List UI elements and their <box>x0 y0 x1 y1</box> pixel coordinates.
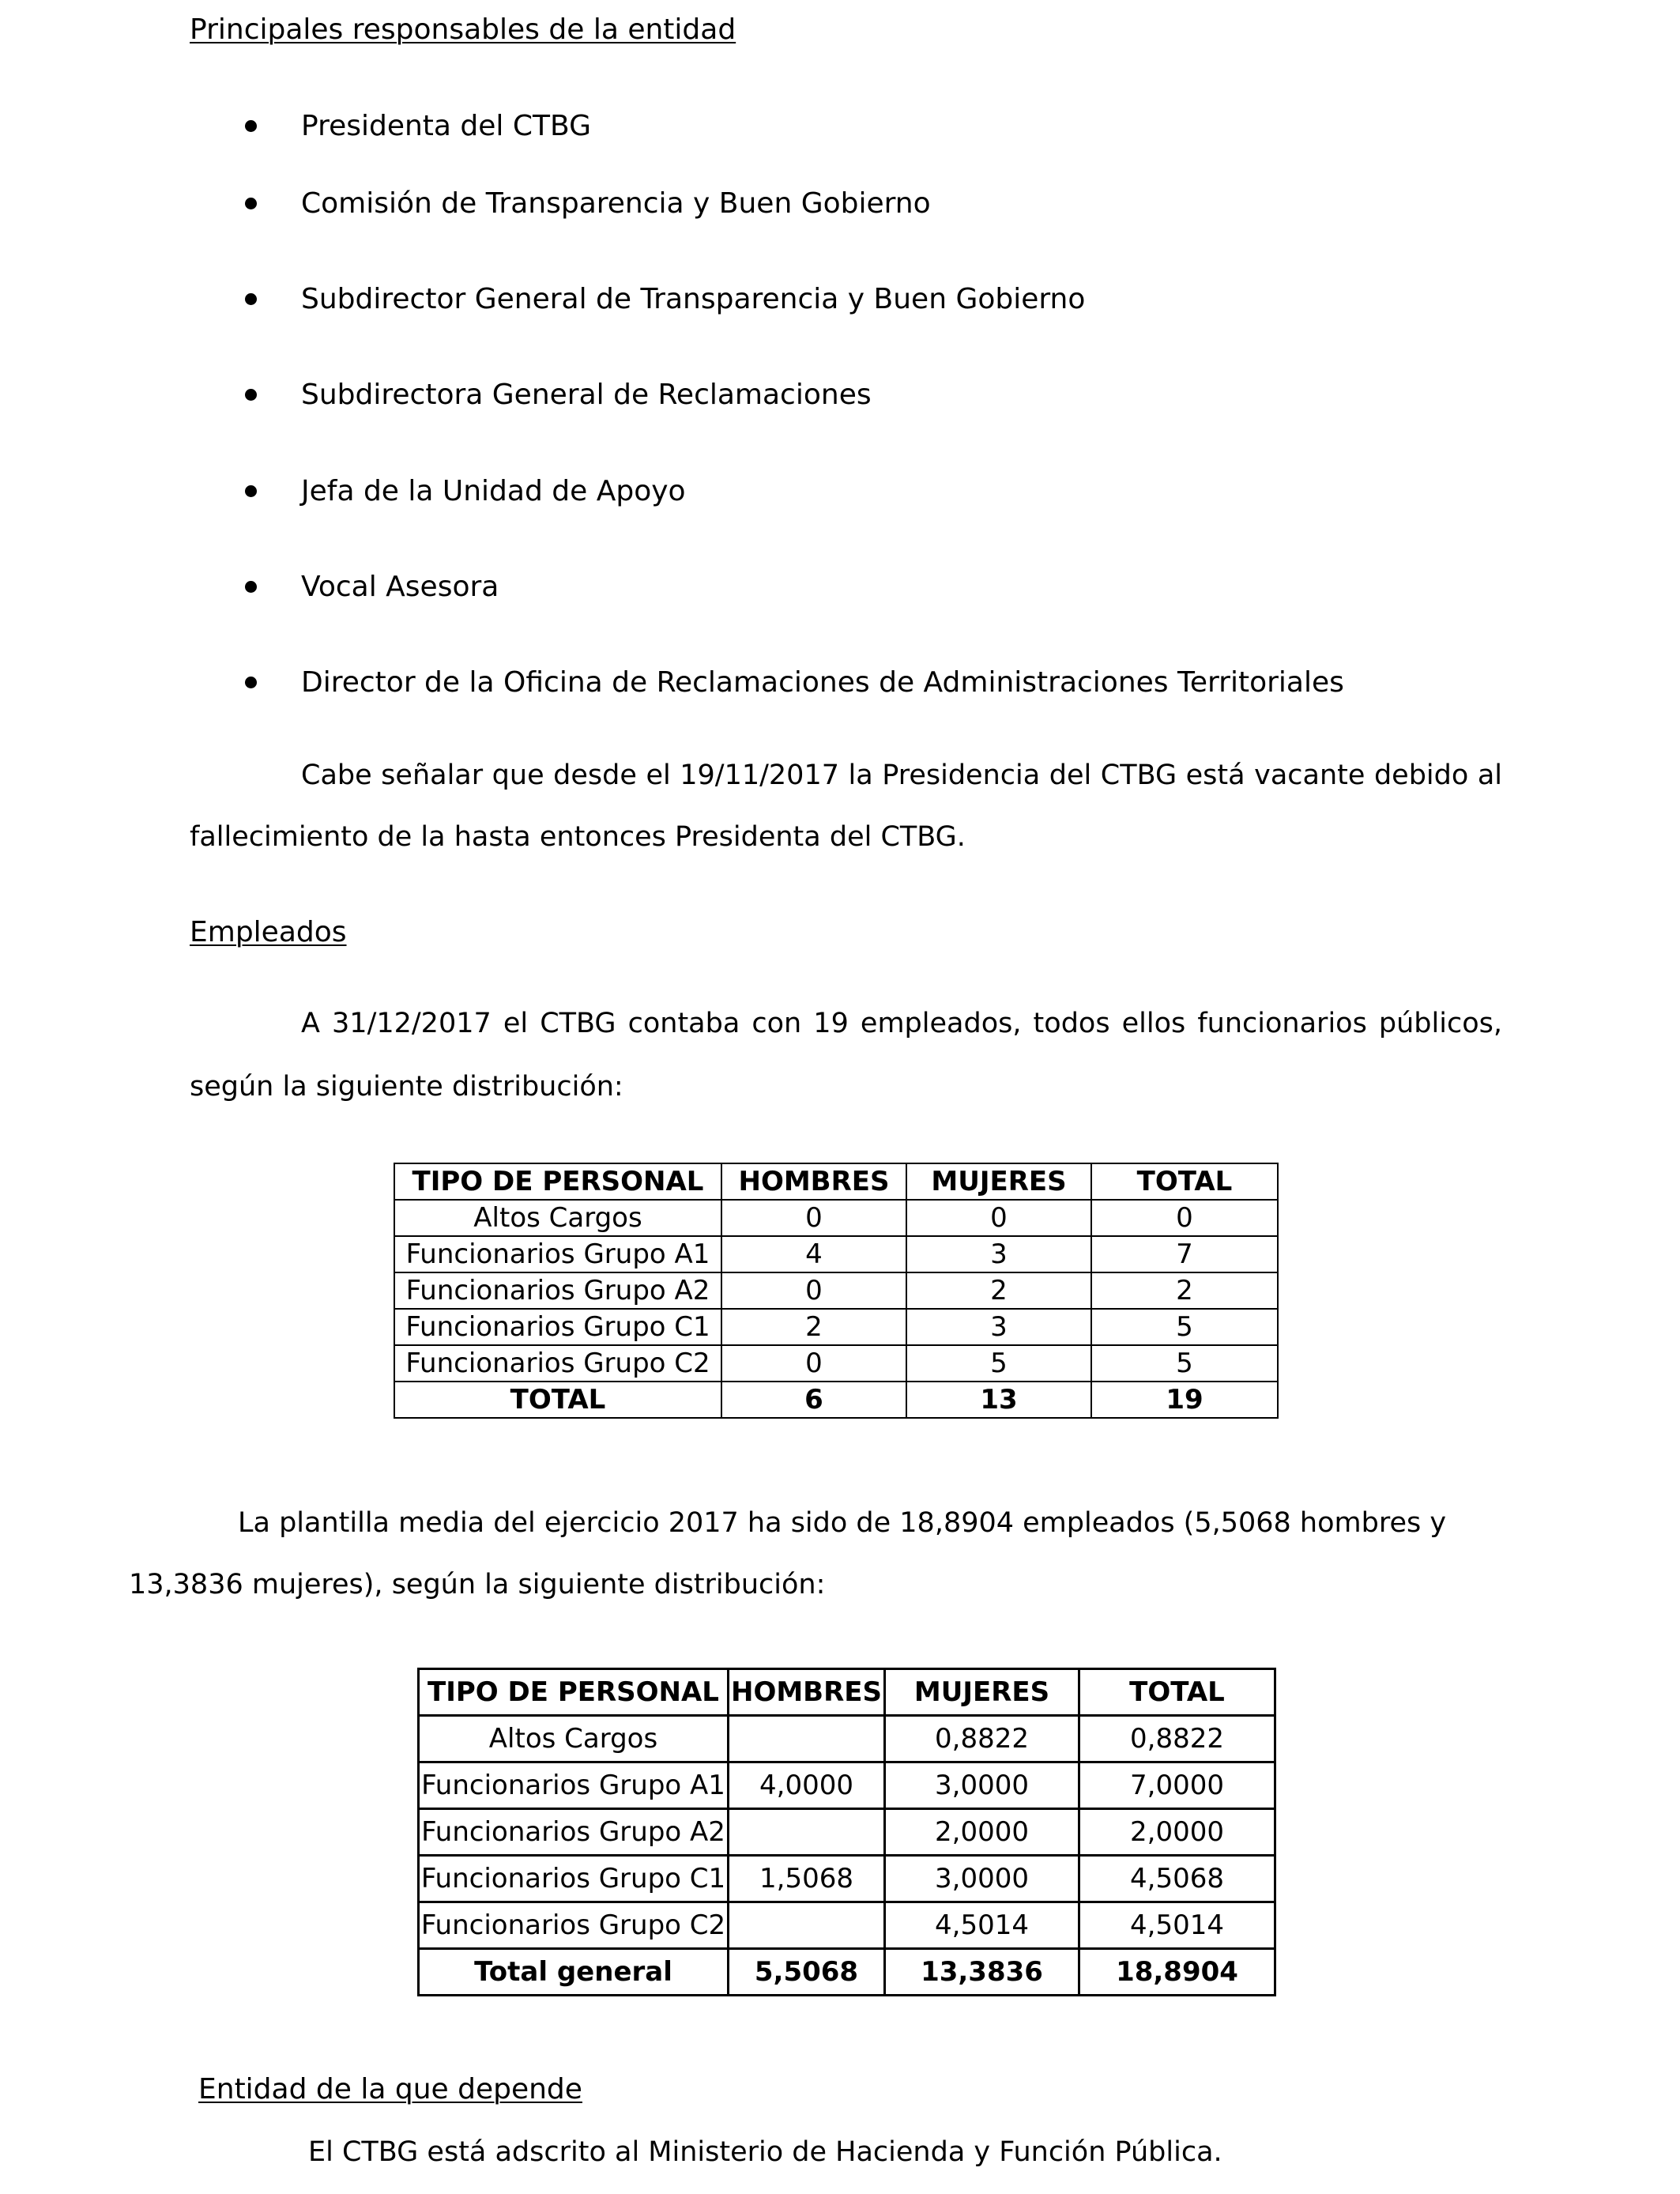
table-row <box>394 1309 1278 1345</box>
table-cell: 2 <box>906 1272 1091 1309</box>
table-cell: 2,0000 <box>1079 1809 1275 1856</box>
table-cell: Funcionarios Grupo A2 <box>394 1272 721 1309</box>
table-cell <box>729 1809 885 1856</box>
table-cell: Total general <box>419 1949 729 1996</box>
table-header-row <box>394 1163 1278 1200</box>
bullet-icon <box>245 389 257 401</box>
table-cell: 18,8904 <box>1079 1949 1275 1996</box>
column-header: HOMBRES <box>721 1163 906 1200</box>
table-row <box>394 1200 1278 1236</box>
list-item: Subdirectora General de Reclamaciones <box>301 379 872 411</box>
table-row <box>394 1236 1278 1272</box>
table-cell: 0 <box>721 1272 906 1309</box>
employees-table <box>394 1163 1279 1419</box>
table-cell: 0 <box>906 1200 1091 1236</box>
list-item: Presidenta del CTBG <box>301 110 591 142</box>
list-item: Jefa de la Unidad de Apoyo <box>301 475 686 507</box>
average-staff-table <box>417 1668 1276 1996</box>
table-cell: Funcionarios Grupo A1 <box>394 1236 721 1272</box>
table-cell: 5 <box>1091 1309 1278 1345</box>
list-item: Subdirector General de Transparencia y Buen Gobierno <box>301 283 1086 315</box>
note-paragraph-line1: Cabe señalar que desde el 19/11/2017 la Presidencia del CTBG está vacante debido al <box>301 760 1502 791</box>
table-cell <box>729 1716 885 1762</box>
bullet-icon <box>245 677 257 688</box>
table-cell: 4,5014 <box>1079 1902 1275 1949</box>
list-item: Comisión de Transparencia y Buen Gobierno <box>301 187 931 220</box>
table-header-row <box>419 1669 1275 1716</box>
table-total-row <box>419 1949 1275 1996</box>
table-cell: 4,0000 <box>729 1762 885 1809</box>
empleados-paragraph-line2: según la siguiente distribución: <box>190 1071 623 1103</box>
entidad-paragraph: El CTBG está adscrito al Ministerio de Hacienda y Función Pública. <box>308 2136 1222 2168</box>
table-row <box>394 1272 1278 1309</box>
bullet-icon <box>245 581 257 593</box>
heading-empleados: Empleados <box>190 916 347 948</box>
table-cell: 13 <box>906 1382 1091 1418</box>
table-cell: 3 <box>906 1309 1091 1345</box>
table-cell: 2,0000 <box>885 1809 1079 1856</box>
table-row <box>419 1809 1275 1856</box>
table-cell <box>729 1902 885 1949</box>
bullet-icon <box>245 485 257 497</box>
table-cell: 2 <box>721 1309 906 1345</box>
table-row <box>419 1856 1275 1902</box>
table-cell: 3,0000 <box>885 1856 1079 1902</box>
table-cell: 5 <box>1091 1345 1278 1382</box>
bullet-icon <box>245 120 257 132</box>
column-header: TOTAL <box>1091 1163 1278 1200</box>
table-row <box>419 1762 1275 1809</box>
table-cell: Funcionarios Grupo C1 <box>419 1856 729 1902</box>
table-cell: 4 <box>721 1236 906 1272</box>
column-header: TOTAL <box>1079 1669 1275 1716</box>
column-header: HOMBRES <box>729 1669 885 1716</box>
table-row <box>419 1902 1275 1949</box>
list-item: Director de la Oficina de Reclamaciones de Administraciones Territoriales <box>301 666 1344 699</box>
column-header: TIPO DE PERSONAL <box>419 1669 729 1716</box>
table-cell: 6 <box>721 1382 906 1418</box>
table-cell: 13,3836 <box>885 1949 1079 1996</box>
table-cell: 4,5014 <box>885 1902 1079 1949</box>
list-item: Vocal Asesora <box>301 571 499 603</box>
bullet-icon <box>245 198 257 209</box>
table-cell: TOTAL <box>394 1382 721 1418</box>
table-cell: 5 <box>906 1345 1091 1382</box>
plantilla-paragraph-line2: 13,3836 mujeres), según la siguiente distribución: <box>129 1569 826 1600</box>
table-cell: 3,0000 <box>885 1762 1079 1809</box>
table-cell: 2 <box>1091 1272 1278 1309</box>
column-header: MUJERES <box>906 1163 1091 1200</box>
table-cell: 1,5068 <box>729 1856 885 1902</box>
heading-entidad: Entidad de la que depende <box>198 2073 582 2105</box>
table-cell: 7,0000 <box>1079 1762 1275 1809</box>
table-total-row <box>394 1382 1278 1418</box>
table-cell: Funcionarios Grupo C2 <box>419 1902 729 1949</box>
table-cell: 7 <box>1091 1236 1278 1272</box>
column-header: TIPO DE PERSONAL <box>394 1163 721 1200</box>
table-row <box>419 1716 1275 1762</box>
table-cell: 5,5068 <box>729 1949 885 1996</box>
table-cell: Funcionarios Grupo C2 <box>394 1345 721 1382</box>
table-cell: 0,8822 <box>885 1716 1079 1762</box>
bullet-icon <box>245 293 257 305</box>
table-cell: 19 <box>1091 1382 1278 1418</box>
table-cell: Funcionarios Grupo A2 <box>419 1809 729 1856</box>
table-cell: Funcionarios Grupo A1 <box>419 1762 729 1809</box>
table-cell: 3 <box>906 1236 1091 1272</box>
column-header: MUJERES <box>885 1669 1079 1716</box>
plantilla-paragraph-line1: La plantilla media del ejercicio 2017 ha sido de 18,8904 empleados (5,5068 hombres y <box>238 1507 1447 1539</box>
table-row <box>394 1345 1278 1382</box>
table-cell: Altos Cargos <box>419 1716 729 1762</box>
table-cell: 0 <box>1091 1200 1278 1236</box>
empleados-paragraph-line1: A 31/12/2017 el CTBG contaba con 19 empleados, todos ellos funcionarios públicos, <box>301 1008 1502 1039</box>
table-cell: 0,8822 <box>1079 1716 1275 1762</box>
note-paragraph-line2: fallecimiento de la hasta entonces Presidenta del CTBG. <box>190 821 966 853</box>
table-cell: 4,5068 <box>1079 1856 1275 1902</box>
table-cell: Funcionarios Grupo C1 <box>394 1309 721 1345</box>
table-cell: 0 <box>721 1200 906 1236</box>
heading-responsables: Principales responsables de la entidad <box>190 13 736 46</box>
table-cell: 0 <box>721 1345 906 1382</box>
table-cell: Altos Cargos <box>394 1200 721 1236</box>
